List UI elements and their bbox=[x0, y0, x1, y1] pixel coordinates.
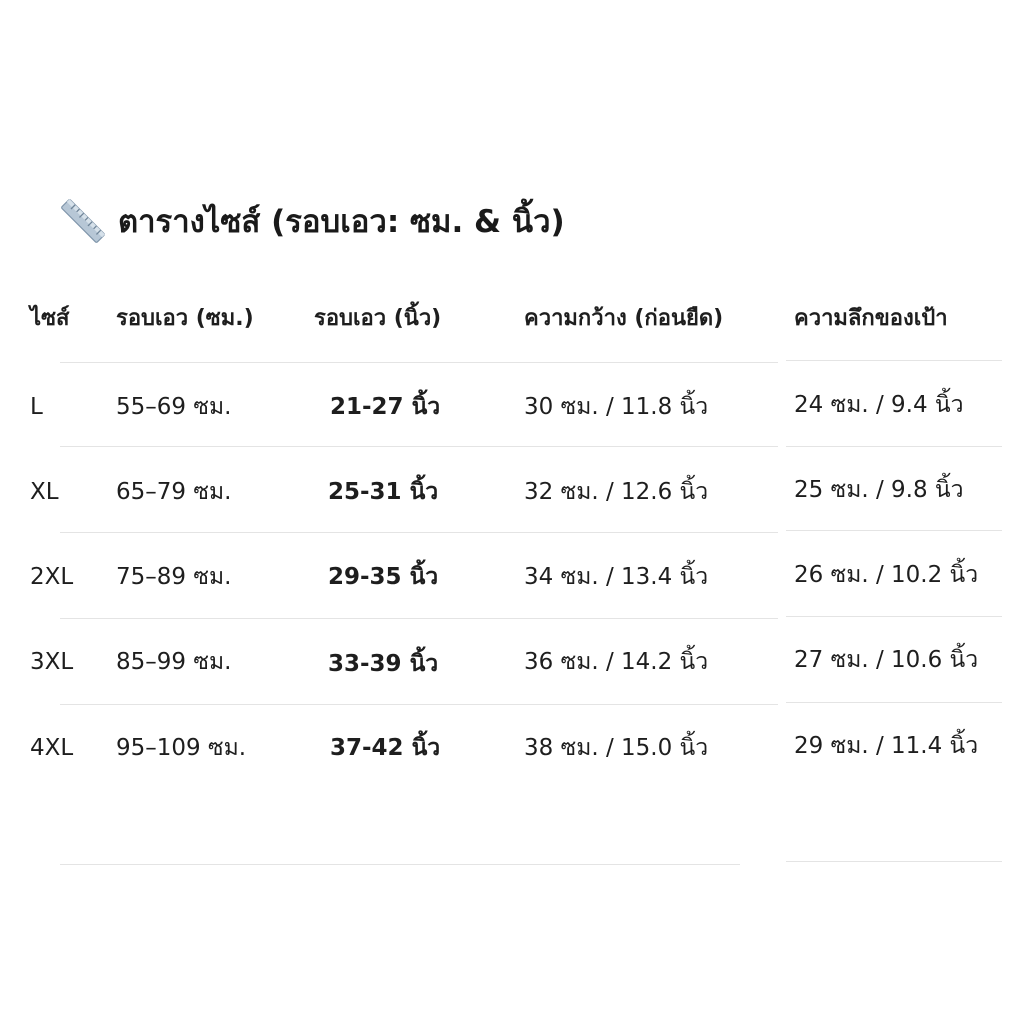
cell-rise: 25 ซม. / 9.8 นิ้ว bbox=[794, 477, 964, 503]
cell-waist-in: 37-42 นิ้ว bbox=[330, 735, 441, 761]
header-waist-cm: รอบเอว (ซม.) bbox=[116, 306, 254, 331]
cell-waist-in: 33-39 นิ้ว bbox=[328, 651, 439, 677]
cell-width: 34 ซม. / 13.4 นิ้ว bbox=[524, 564, 709, 590]
page-title bbox=[60, 196, 565, 246]
cell-size: L bbox=[30, 394, 43, 420]
row-divider-right bbox=[786, 446, 1002, 447]
cell-waist-cm: 75–89 ซม. bbox=[116, 564, 232, 590]
header-waist-in: รอบเอว (นิ้ว) bbox=[314, 306, 442, 331]
cell-width: 30 ซม. / 11.8 นิ้ว bbox=[524, 394, 709, 420]
cell-width: 38 ซม. / 15.0 นิ้ว bbox=[524, 735, 709, 761]
row-divider-right bbox=[786, 530, 1002, 531]
cell-width: 36 ซม. / 14.2 นิ้ว bbox=[524, 649, 709, 675]
cell-size: 4XL bbox=[30, 735, 74, 761]
cell-waist-cm: 95–109 ซม. bbox=[116, 735, 247, 761]
cell-waist-in: 21-27 นิ้ว bbox=[330, 394, 441, 420]
cell-rise: 29 ซม. / 11.4 นิ้ว bbox=[794, 733, 979, 759]
cell-rise: 27 ซม. / 10.6 นิ้ว bbox=[794, 647, 979, 673]
cell-size: 2XL bbox=[30, 564, 74, 590]
cell-rise: 24 ซม. / 9.4 นิ้ว bbox=[794, 392, 964, 418]
row-divider-left bbox=[60, 704, 778, 705]
header-width: ความกว้าง (ก่อนยืด) bbox=[524, 306, 724, 331]
row-divider-left bbox=[60, 532, 778, 533]
row-divider-right bbox=[786, 702, 1002, 703]
cell-size: 3XL bbox=[30, 649, 74, 675]
row-divider-right bbox=[786, 616, 1002, 617]
cell-waist-in: 29-35 นิ้ว bbox=[328, 564, 439, 590]
ruler-icon bbox=[60, 198, 106, 244]
title-text: ตารางไซส์ (รอบเอว: ซม. & นิ้ว) bbox=[118, 204, 565, 240]
cell-rise: 26 ซม. / 10.2 นิ้ว bbox=[794, 562, 979, 588]
cell-size: XL bbox=[30, 479, 59, 505]
row-divider-left bbox=[60, 618, 778, 619]
cell-waist-cm: 65–79 ซม. bbox=[116, 479, 232, 505]
header-divider-right bbox=[786, 360, 1002, 361]
table-bottom-right bbox=[786, 861, 1002, 862]
header-rise: ความลึกของเป้า bbox=[794, 306, 948, 331]
cell-waist-cm: 85–99 ซม. bbox=[116, 649, 232, 675]
header-size: ไซส์ bbox=[30, 306, 70, 331]
cell-width: 32 ซม. / 12.6 นิ้ว bbox=[524, 479, 709, 505]
header-divider-left bbox=[60, 362, 778, 363]
cell-waist-in: 25-31 นิ้ว bbox=[328, 479, 439, 505]
table-bottom-left bbox=[60, 864, 740, 865]
row-divider-left bbox=[60, 446, 778, 447]
cell-waist-cm: 55–69 ซม. bbox=[116, 394, 232, 420]
